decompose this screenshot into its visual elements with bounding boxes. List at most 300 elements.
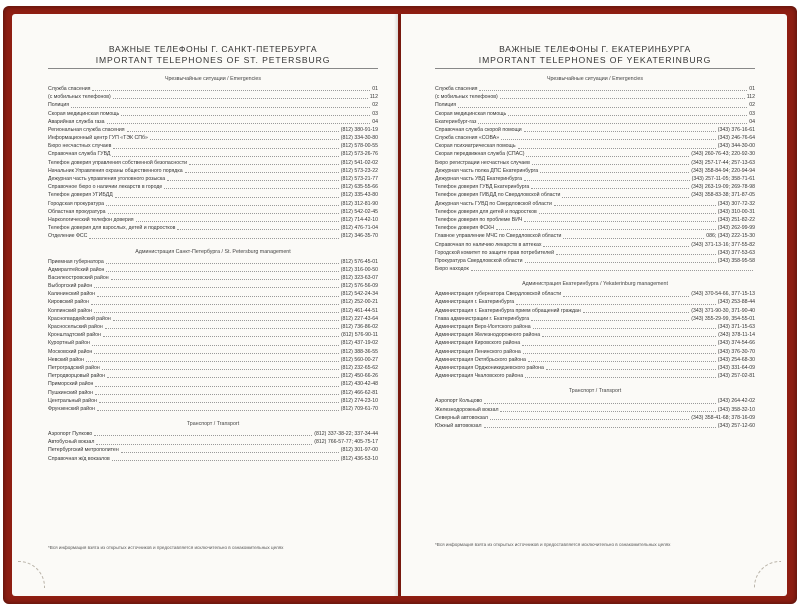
phone-entry-row bbox=[435, 372, 755, 380]
entry-phone-number: (812) 736-86-02 bbox=[340, 324, 378, 331]
phone-entry-row bbox=[48, 331, 378, 339]
section-heading: Администрация Санкт-Петербурга / St. Petersburg management bbox=[135, 248, 291, 255]
entry-label: Администрация Верх-Исетского района bbox=[435, 324, 531, 331]
phone-entry-row bbox=[435, 414, 755, 422]
phone-entry-row bbox=[48, 266, 378, 274]
entry-label: Бюро регистрации несчастных случаев bbox=[435, 159, 530, 166]
entry-label: Аэропорт Пулково bbox=[48, 431, 93, 438]
phone-entry-row bbox=[48, 258, 378, 266]
entry-phone-number: (343) 371-13-16; 377-55-82 bbox=[691, 241, 755, 248]
entry-label: Дежурная часть УВД Екатеринбурга bbox=[435, 176, 522, 183]
entry-phone-number: 03 bbox=[372, 110, 378, 117]
dotted-leader bbox=[563, 238, 704, 239]
dotted-leader bbox=[86, 361, 339, 362]
right-page-ekb bbox=[401, 14, 787, 596]
phone-entry-row bbox=[435, 232, 755, 240]
dotted-leader bbox=[523, 353, 716, 354]
section-heading: Администрация Екатеринбурга / Yekaterinburg management bbox=[522, 281, 668, 288]
entry-label: Красносельский район bbox=[48, 324, 103, 331]
entry-phone-number: (812) 576-90-11 bbox=[341, 332, 378, 339]
dotted-leader bbox=[107, 123, 371, 124]
phone-entry-row bbox=[435, 307, 755, 315]
entry-label: Бюро несчастных случаев bbox=[48, 143, 112, 150]
dotted-leader bbox=[583, 312, 689, 313]
phone-entry-row bbox=[48, 200, 378, 208]
entry-phone-number: (343) 376-30-70 bbox=[717, 348, 755, 355]
dotted-leader bbox=[458, 107, 747, 108]
phone-entry-row bbox=[48, 175, 378, 183]
dotted-leader bbox=[94, 312, 339, 313]
entry-phone-number: (343) 377-53-63 bbox=[717, 249, 755, 256]
dotted-leader bbox=[522, 345, 716, 346]
entry-label: Колпинский район bbox=[48, 307, 92, 314]
dotted-leader bbox=[113, 320, 339, 321]
entry-phone-number: (343) 262-99-99 bbox=[717, 225, 755, 232]
dotted-leader bbox=[91, 304, 339, 305]
dotted-leader bbox=[95, 386, 338, 387]
entry-phone-number: (812) 476-71-04 bbox=[340, 225, 378, 232]
entry-label: Пушкинский район bbox=[48, 389, 94, 396]
dotted-leader bbox=[563, 296, 689, 297]
phone-entry-row bbox=[48, 438, 378, 446]
dotted-leader bbox=[164, 188, 339, 189]
entry-label: Администрация г. Екатеринбурга прием обращений граждан bbox=[435, 307, 581, 314]
phone-entry-row bbox=[435, 216, 755, 224]
dotted-leader bbox=[496, 229, 716, 230]
spb-content bbox=[48, 44, 378, 463]
phone-entry-row bbox=[435, 151, 755, 159]
dotted-leader bbox=[479, 90, 747, 91]
title-divider bbox=[48, 68, 378, 69]
phone-entry-row bbox=[435, 422, 755, 430]
entry-phone-number: (812) 450-66-26 bbox=[340, 373, 378, 380]
dotted-leader bbox=[516, 304, 716, 305]
section-spacer bbox=[435, 380, 755, 387]
entry-phone-number: (343) 358-95-58 bbox=[717, 257, 755, 264]
entry-phone-number: 04 bbox=[372, 118, 378, 125]
phone-entry-row bbox=[48, 364, 378, 372]
entry-label: Администрация Кировского района bbox=[435, 340, 521, 347]
phone-entry-row bbox=[48, 142, 378, 150]
entry-phone-number: (343) 331-64-09 bbox=[717, 364, 755, 371]
entry-label: Аварийная служба газа bbox=[48, 118, 105, 125]
entry-phone-number: (812) 232-65-62 bbox=[340, 364, 378, 371]
dotted-leader bbox=[490, 419, 689, 420]
entry-label: Служба спасения «СОВА» bbox=[435, 135, 500, 142]
phone-entry-row bbox=[435, 183, 755, 191]
entry-label: Петродворцовый район bbox=[48, 373, 106, 380]
dotted-leader bbox=[106, 263, 339, 264]
entry-label: Кронштадтский район bbox=[48, 332, 101, 339]
spb-title-ru: ВАЖНЫЕ ТЕЛЕФОНЫ Г. САНКТ-ПЕТЕРБУРГА bbox=[108, 44, 318, 54]
phone-entry-row bbox=[435, 224, 755, 232]
section-heading: Транспорт / Transport bbox=[568, 388, 622, 395]
phone-entry-row bbox=[48, 216, 378, 224]
section-spacer bbox=[435, 273, 755, 280]
entry-label: Городская прокуратура bbox=[48, 200, 104, 207]
entry-phone-number: (812) 635-55-66 bbox=[340, 184, 378, 191]
dotted-leader bbox=[106, 205, 339, 206]
entry-label: Автобусный вокзал bbox=[48, 439, 95, 446]
phone-entry-row bbox=[435, 356, 755, 364]
title-divider bbox=[435, 68, 755, 69]
phone-entry-row bbox=[435, 406, 755, 414]
phone-entry-row bbox=[48, 85, 378, 93]
entry-label: Администрация Орджоникидзевского района bbox=[435, 364, 544, 371]
phone-entry-row bbox=[48, 208, 378, 216]
dotted-leader bbox=[113, 148, 338, 149]
section-heading: Чрезвычайные ситуации / Emergencies bbox=[164, 76, 262, 82]
entry-phone-number: (343) 257-17-44; 257-13-63 bbox=[691, 159, 755, 166]
entry-phone-number: (343) 358-84-94; 220-94-94 bbox=[691, 167, 755, 174]
entry-phone-number: (812) 542-02-45 bbox=[340, 208, 378, 215]
dotted-leader bbox=[546, 369, 716, 370]
phone-entry-row bbox=[48, 372, 378, 380]
dotted-leader bbox=[121, 452, 339, 453]
dotted-leader bbox=[533, 328, 716, 329]
dotted-leader bbox=[524, 221, 715, 222]
entry-label: Городской комитет по защите прав потребителей bbox=[435, 249, 555, 256]
entry-label: Красногвардейский район bbox=[48, 315, 111, 322]
dotted-leader bbox=[107, 377, 339, 378]
dotted-leader bbox=[150, 139, 339, 140]
phone-entry-row bbox=[48, 134, 378, 142]
dotted-leader bbox=[500, 411, 715, 412]
dotted-leader bbox=[525, 262, 716, 263]
entry-label: Полиция bbox=[48, 102, 70, 109]
entry-label: Наркологический телефон доверия bbox=[48, 216, 134, 223]
phone-entry-row bbox=[48, 339, 378, 347]
dotted-leader bbox=[531, 320, 689, 321]
entry-phone-number: (812) 323-63-07 bbox=[340, 274, 378, 281]
dotted-leader bbox=[484, 403, 716, 404]
entry-phone-number: (812) 573-23-22 bbox=[340, 167, 378, 174]
entry-phone-number: 01 bbox=[749, 85, 755, 92]
phone-entry-row bbox=[48, 307, 378, 315]
entry-label: Справочная по наличию лекарств в аптеках bbox=[435, 241, 542, 248]
entry-label: Областная прокуратура bbox=[48, 208, 106, 215]
dotted-leader bbox=[525, 377, 716, 378]
phone-entry-row bbox=[48, 356, 378, 364]
entry-phone-number: (812) 335-43-80 bbox=[340, 192, 378, 199]
dotted-leader bbox=[111, 279, 339, 280]
entry-phone-number: (812) 709-61-70 bbox=[340, 405, 378, 412]
phone-entry-row bbox=[48, 389, 378, 397]
phone-entry-row bbox=[48, 101, 378, 109]
ekb-sections bbox=[435, 75, 755, 430]
dotted-leader bbox=[108, 213, 339, 214]
entry-phone-number: (343) 253-88-44 bbox=[717, 299, 755, 306]
entry-label: Справочная ж/д вокзалов bbox=[48, 455, 110, 462]
phone-entry-row bbox=[48, 224, 378, 232]
phone-entry-row bbox=[435, 331, 755, 339]
entry-phone-number: 112 bbox=[369, 94, 378, 101]
entry-phone-number: (343) 260-76-43; 220-92-30 bbox=[691, 151, 755, 158]
entry-label: Администрация г. Екатеринбурга bbox=[435, 299, 515, 306]
entry-label: Приемная губернатора bbox=[48, 258, 104, 265]
entry-label: Скорая медицинская помощь bbox=[48, 110, 120, 117]
entry-label: Телефон доверия управления собственной безопасности bbox=[48, 159, 187, 166]
entry-label: (с мобильных телефонов) bbox=[48, 94, 111, 101]
entry-label: Главное управление МЧС по Свердловской области bbox=[435, 233, 562, 240]
dotted-leader bbox=[102, 369, 339, 370]
entry-phone-number: (812) 766-57-77; 405-75-17 bbox=[314, 439, 378, 446]
phone-entry-row bbox=[48, 315, 378, 323]
phone-entry-row bbox=[435, 339, 755, 347]
dotted-leader bbox=[115, 197, 339, 198]
dotted-leader bbox=[528, 361, 716, 362]
entry-phone-number: (812) 227-43-64 bbox=[340, 315, 378, 322]
entry-phone-number: (343) 263-19-09; 269-78-98 bbox=[691, 184, 755, 191]
phone-entry-row bbox=[435, 191, 755, 199]
phone-entry-row bbox=[435, 175, 755, 183]
entry-phone-number: (343) 378-11-14 bbox=[718, 332, 755, 339]
entry-phone-number: (812) 436-53-10 bbox=[340, 455, 378, 462]
phone-entry-row bbox=[435, 167, 755, 175]
phone-entry-row bbox=[435, 208, 755, 216]
entry-label: Телефон доверия ГУВД Екатеринбурга bbox=[435, 184, 530, 191]
entry-phone-number: (812) 337-38-22; 337-34-44 bbox=[314, 431, 378, 438]
phone-entry-row bbox=[48, 348, 378, 356]
dotted-leader bbox=[539, 213, 716, 214]
entry-phone-number: (812) 312-81-90 bbox=[340, 200, 378, 207]
section-heading: Чрезвычайные ситуации / Emergencies bbox=[546, 76, 644, 82]
entry-phone-number: (343) 358-41-68; 378-16-09 bbox=[691, 414, 755, 421]
entry-label: Телефон доверия ГИБДД по Свердловской области bbox=[435, 192, 561, 199]
entry-label: Глава администрации г. Екатеринбурга bbox=[435, 315, 530, 322]
entry-label: Железнодорожный вокзал bbox=[435, 406, 499, 413]
dotted-leader bbox=[105, 328, 339, 329]
dotted-leader bbox=[127, 131, 339, 132]
entry-label: Петроградский район bbox=[48, 364, 100, 371]
phone-entry-row bbox=[435, 249, 755, 257]
phone-entry-row bbox=[48, 191, 378, 199]
entry-label: Администрация Ленинского района bbox=[435, 348, 521, 355]
dotted-leader bbox=[524, 180, 690, 181]
phone-entry-row bbox=[435, 93, 755, 101]
entry-phone-number: (812) 334-30-80 bbox=[340, 135, 378, 142]
dotted-leader bbox=[484, 427, 716, 428]
entry-label: Администрация Железнодорожного района bbox=[435, 332, 541, 339]
entry-label: Начальник Управления охраны общественного порядка bbox=[48, 167, 183, 174]
entry-label: Аэропорт Кольцово bbox=[435, 398, 483, 405]
entry-label: Служба спасения bbox=[435, 85, 478, 92]
phone-entry-row bbox=[48, 93, 378, 101]
dotted-leader bbox=[524, 131, 716, 132]
entry-label: Дежурная часть управления уголовного розыска bbox=[48, 176, 166, 183]
entry-phone-number: (812) 714-42-10 bbox=[340, 216, 378, 223]
entry-phone-number: (343) 257-12-60 bbox=[717, 422, 755, 429]
dotted-leader bbox=[92, 90, 370, 91]
entry-phone-number: (812) 380-91-19 bbox=[340, 126, 378, 133]
dotted-leader bbox=[112, 460, 339, 461]
phone-entry-row bbox=[435, 159, 755, 167]
spb-footnote: *Вся информация взята из открытых источников и предоставляется исключительно в ознакомительных целях bbox=[48, 545, 284, 550]
phone-entry-row bbox=[48, 167, 378, 175]
entry-label: Дежурная часть полка ДПС Екатеринбурга bbox=[435, 167, 539, 174]
entry-phone-number: (343) 376-16-61 bbox=[717, 126, 755, 133]
phone-entry-row bbox=[435, 290, 755, 298]
entry-label: Дежурная часть ГУВД по Свердловской области bbox=[435, 200, 552, 207]
entry-label: Справочная служба ГУВД bbox=[48, 151, 111, 158]
entry-phone-number: (343) 310-00-31 bbox=[717, 208, 755, 215]
dotted-leader bbox=[94, 353, 339, 354]
entry-phone-number: (343) 257-02-81 bbox=[717, 373, 755, 380]
dotted-leader bbox=[501, 139, 716, 140]
dotted-leader bbox=[92, 345, 339, 346]
entry-label: Справочное бюро о наличии лекарств в городе bbox=[48, 184, 163, 191]
entry-label: Администрация Октябрьского района bbox=[435, 356, 526, 363]
entry-phone-number: (812) 430-42-48 bbox=[340, 381, 378, 388]
phone-entry-row bbox=[48, 151, 378, 159]
entry-phone-number: (812) 541-02-02 bbox=[340, 159, 378, 166]
phone-entry-row bbox=[435, 200, 755, 208]
entry-label: Петербургский метрополитен bbox=[48, 447, 119, 454]
dotted-leader bbox=[185, 172, 339, 173]
entry-label: Фрунзенский район bbox=[48, 405, 95, 412]
entry-label: Московский район bbox=[48, 348, 93, 355]
dotted-leader bbox=[121, 115, 370, 116]
phone-entry-row bbox=[48, 110, 378, 118]
phone-entry-row bbox=[435, 101, 755, 109]
entry-phone-number: (343) 264-42-02 bbox=[717, 398, 755, 405]
phone-entry-row bbox=[48, 126, 378, 134]
phone-entry-row bbox=[435, 397, 755, 405]
entry-label: Телефон доверия для детей и подростков bbox=[435, 208, 537, 215]
dotted-leader bbox=[94, 435, 312, 436]
phone-entry-row bbox=[435, 364, 755, 372]
entry-label: Южный автовокзал bbox=[435, 422, 482, 429]
entry-phone-number: 086; (343) 222-15-30 bbox=[706, 233, 755, 240]
entry-phone-number: (812) 388-36-55 bbox=[340, 348, 378, 355]
entry-label: Телефон доверия ФСКН bbox=[435, 225, 494, 232]
dotted-leader bbox=[96, 444, 312, 445]
phone-entry-row bbox=[48, 455, 378, 463]
entry-label: Служба спасения bbox=[48, 85, 91, 92]
dotted-leader bbox=[478, 123, 747, 124]
phone-entry-row bbox=[48, 159, 378, 167]
ekb-footnote: *Вся информация взята из открытых источников и предоставляется исключительно в ознакомительных целях bbox=[435, 542, 671, 547]
entry-phone-number: (812) 576-56-09 bbox=[340, 283, 378, 290]
entry-phone-number: 02 bbox=[749, 102, 755, 109]
phone-entry-row bbox=[435, 134, 755, 142]
dotted-leader bbox=[471, 270, 753, 271]
phone-entry-row bbox=[48, 232, 378, 240]
phone-entry-row bbox=[48, 183, 378, 191]
phone-entry-row bbox=[435, 118, 755, 126]
entry-label: Центральный район bbox=[48, 397, 97, 404]
entry-label: Василеостровский район bbox=[48, 274, 109, 281]
entry-label: Кировский район bbox=[48, 299, 89, 306]
phone-entry-row bbox=[435, 126, 755, 134]
page-corner-decoration bbox=[754, 561, 781, 588]
phone-entry-row bbox=[48, 323, 378, 331]
dotted-leader bbox=[97, 410, 339, 411]
phone-entry-row bbox=[48, 397, 378, 405]
entry-phone-number: (343) 254-68-30 bbox=[717, 356, 755, 363]
dotted-leader bbox=[89, 238, 338, 239]
entry-phone-number: (343) 371-15-63 bbox=[717, 324, 755, 331]
dotted-leader bbox=[518, 148, 716, 149]
ekb-title-en: IMPORTANT TELEPHONES OF YEKATERINBURG bbox=[478, 55, 712, 65]
section-spacer bbox=[48, 413, 378, 420]
dotted-leader bbox=[99, 402, 339, 403]
ekb-title-ru: ВАЖНЫЕ ТЕЛЕФОНЫ Г. ЕКАТЕРИНБУРГА bbox=[499, 44, 691, 54]
entry-label: Прокуратура Свердловской области bbox=[435, 257, 523, 264]
dotted-leader bbox=[532, 164, 689, 165]
entry-phone-number: (812) 437-19-02 bbox=[340, 340, 378, 347]
dotted-leader bbox=[177, 229, 338, 230]
entry-label: Региональная служба спасения bbox=[48, 126, 125, 133]
dotted-leader bbox=[542, 336, 716, 337]
phone-entry-row bbox=[435, 142, 755, 150]
entry-phone-number: (343) 374-54-66 bbox=[717, 340, 755, 347]
phone-entry-row bbox=[48, 274, 378, 282]
phone-entry-row bbox=[48, 447, 378, 455]
phone-entry-row bbox=[435, 265, 755, 273]
phone-entry-row bbox=[435, 241, 755, 249]
phone-entry-row bbox=[435, 348, 755, 356]
entry-phone-number: (343) 358-32-10 bbox=[717, 406, 755, 413]
phone-entry-row bbox=[435, 110, 755, 118]
entry-phone-number: 03 bbox=[749, 110, 755, 117]
entry-label: Выборгский район bbox=[48, 283, 93, 290]
phone-entry-row bbox=[435, 85, 755, 93]
entry-label: Адмиралтейский район bbox=[48, 266, 105, 273]
dotted-leader bbox=[113, 98, 368, 99]
phone-entry-row bbox=[435, 257, 755, 265]
entry-phone-number: (812) 578-00-55 bbox=[340, 143, 378, 150]
dotted-leader bbox=[106, 271, 338, 272]
entry-phone-number: (812) 466-62-81 bbox=[340, 389, 378, 396]
spb-sections bbox=[48, 75, 378, 463]
phone-entry-row bbox=[48, 405, 378, 413]
dotted-leader bbox=[531, 188, 689, 189]
dotted-leader bbox=[71, 107, 370, 108]
entry-phone-number: (343) 251-82-22 bbox=[717, 216, 755, 223]
entry-phone-number: (812) 461-44-51 bbox=[340, 307, 378, 314]
entry-label: Калининский район bbox=[48, 291, 95, 298]
entry-label: Екатеринбург-газ bbox=[435, 118, 477, 125]
section-spacer bbox=[48, 241, 378, 248]
entry-label: (с мобильных телефонов) bbox=[435, 94, 498, 101]
left-page-spb bbox=[12, 14, 398, 596]
phone-entry-row bbox=[48, 299, 378, 307]
dotted-leader bbox=[189, 164, 339, 165]
entry-phone-number: (343) 358-83-38; 371-87-05 bbox=[691, 192, 755, 199]
phone-entry-row bbox=[435, 315, 755, 323]
phone-entry-row bbox=[48, 118, 378, 126]
phone-entry-row bbox=[435, 299, 755, 307]
dotted-leader bbox=[136, 221, 339, 222]
entry-phone-number: (343) 370-54-66, 377-15-13 bbox=[691, 291, 755, 298]
phone-entry-row bbox=[48, 430, 378, 438]
entry-label: Телефон доверия по проблеме ВИЧ bbox=[435, 216, 523, 223]
entry-label: Информационный центр ГУП «ТЭК СПб» bbox=[48, 135, 148, 142]
entry-label: Бюро находок bbox=[435, 266, 469, 273]
dotted-leader bbox=[526, 156, 689, 157]
entry-label: Скорая передвижная служба (СПАС) bbox=[435, 151, 525, 158]
page-corner-decoration bbox=[18, 561, 45, 588]
dotted-leader bbox=[556, 254, 716, 255]
phone-entry-row bbox=[48, 282, 378, 290]
entry-label: Полиция bbox=[435, 102, 457, 109]
entry-label: Скорая психиатрическая помощь bbox=[435, 143, 516, 150]
entry-phone-number: (812) 576-45-01 bbox=[340, 258, 378, 265]
entry-phone-number: (343) 344-30-00 bbox=[717, 143, 755, 150]
entry-phone-number: 01 bbox=[372, 85, 378, 92]
entry-phone-number: (812) 346-35-70 bbox=[340, 233, 378, 240]
